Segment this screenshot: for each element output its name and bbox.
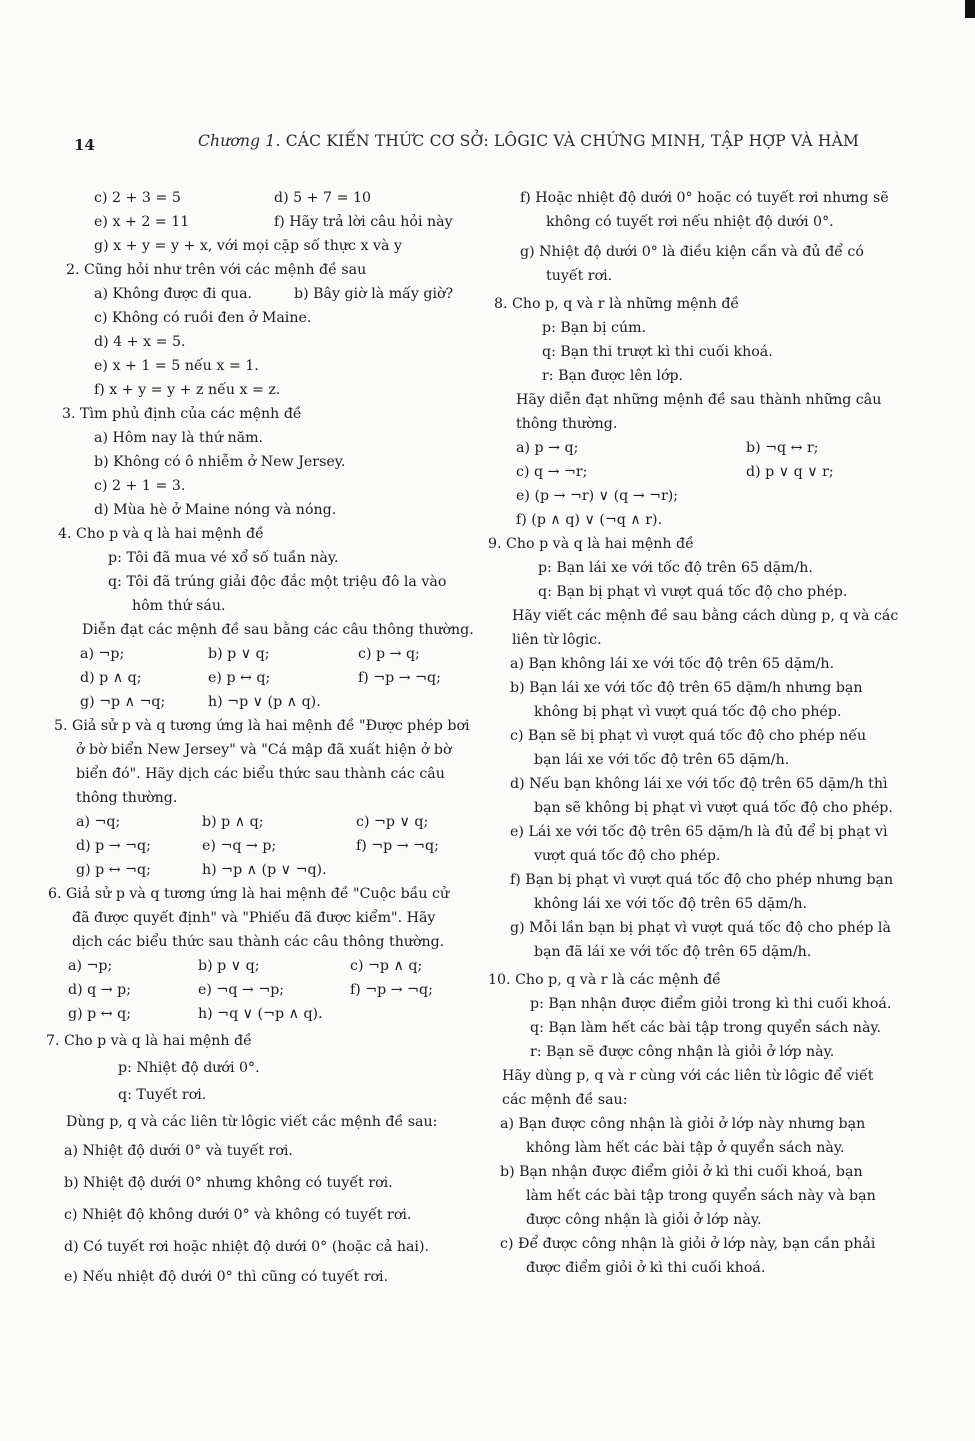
- ex6-row1: a) ¬p; b) p ∨ q; c) ¬p ∧ q;: [68, 958, 423, 974]
- ex5-line3: biển đó". Hãy dịch các biểu thức sau thành các câu: [76, 766, 445, 782]
- ex1-row1: c) 2 + 3 = 5 d) 5 + 7 = 10: [94, 190, 372, 206]
- ex7-a: a) Nhiệt độ dưới 0° và tuyết rơi.: [64, 1143, 293, 1159]
- ex8-f: f) (p ∧ q) ∨ (¬q ∧ r).: [516, 512, 663, 528]
- ex8-instruction-2: thông thường.: [516, 416, 618, 432]
- ex7-instruction: Dùng p, q và các liên từ lôgic viết các mệnh đề sau:: [66, 1114, 438, 1130]
- ex10-b-3: được công nhận là giỏi ở lớp này.: [526, 1212, 762, 1228]
- ex3-b: b) Không có ô nhiễm ở New Jersey.: [94, 454, 346, 470]
- ex8-q: q: Bạn thi trượt kì thi cuối khoá.: [542, 344, 773, 360]
- ex9-f-2: không lái xe với tốc độ trên 65 dặm/h.: [534, 896, 808, 912]
- ex4-row3: g) ¬p ∧ ¬q; h) ¬p ∨ (p ∧ q).: [80, 694, 321, 710]
- ex9-e-2: vượt quá tốc độ cho phép.: [534, 848, 721, 864]
- ex9-c-2: bạn lái xe với tốc độ trên 65 dặm/h.: [534, 752, 790, 768]
- ex9-d-1: d) Nếu bạn không lái xe với tốc độ trên 65 dặm/h thì: [510, 776, 888, 792]
- ex4-q2: hôm thứ sáu.: [132, 598, 226, 614]
- ex2-title: 2. Cũng hỏi như trên với các mệnh đề sau: [66, 262, 367, 278]
- ex7-g-line2: tuyết rơi.: [546, 268, 613, 284]
- ex10-p: p: Bạn nhận được điểm giỏi trong kì thi cuối khoá.: [530, 996, 892, 1012]
- ex9-b-1: b) Bạn lái xe với tốc độ trên 65 dặm/h nhưng bạn: [510, 680, 863, 696]
- ex10-b-1: b) Bạn nhận được điểm giỏi ở kì thi cuối khoá, bạn: [500, 1164, 863, 1180]
- ex10-c-2: được điểm giỏi ở kì thi cuối khoá.: [526, 1260, 766, 1276]
- ex2-row1: a) Không được đi qua. b) Bây giờ là mấy giờ?: [94, 286, 454, 302]
- ex9-g-2: bạn đã lái xe với tốc độ trên 65 dặm/h.: [534, 944, 812, 960]
- ex2-f: f) x + y = y + z nếu x = z.: [94, 382, 281, 398]
- ex2-e: e) x + 1 = 5 nếu x = 1.: [94, 358, 259, 374]
- ex9-title: 9. Cho p và q là hai mệnh đề: [488, 536, 694, 552]
- ex3-d: d) Mùa hè ở Maine nóng và nóng.: [94, 502, 337, 518]
- ex10-r: r: Bạn sẽ được công nhận là giỏi ở lớp này.: [530, 1044, 835, 1060]
- ex7-g-line1: g) Nhiệt độ dưới 0° là điều kiện cần và đủ để có: [520, 244, 864, 260]
- ex7-p: p: Nhiệt độ dưới 0°.: [118, 1060, 260, 1076]
- ex8-instruction-1: Hãy diễn đạt những mệnh đề sau thành những câu: [516, 392, 882, 408]
- ex8-row2: c) q → ¬r; d) p ∨ q ∨ r;: [516, 464, 834, 480]
- ex9-p: p: Bạn lái xe với tốc độ trên 65 dặm/h.: [538, 560, 813, 576]
- ex6-row2: d) q → p; e) ¬q → ¬p; f) ¬p → ¬q;: [68, 982, 433, 998]
- ex6-line1: 6. Giả sử p và q tương ứng là hai mệnh đề "Cuộc bầu cử: [48, 886, 450, 902]
- ex8-title: 8. Cho p, q và r là những mệnh đề: [494, 296, 740, 312]
- ex4-p: p: Tôi đã mua vé xổ số tuần này.: [108, 550, 339, 566]
- chapter-header: [198, 132, 859, 150]
- ex9-instruction-2: liên từ lôgic.: [512, 632, 602, 648]
- ex10-title: 10. Cho p, q và r là các mệnh đề: [488, 972, 721, 988]
- ex8-e: e) (p → ¬r) ∨ (q → ¬r);: [516, 488, 679, 504]
- ex4-instruction: Diễn đạt các mệnh đề sau bằng các câu thông thường.: [82, 622, 474, 638]
- ex5-line1: 5. Giả sử p và q tương ứng là hai mệnh đề "Được phép bơi: [54, 718, 470, 734]
- ex3-a: a) Hôm nay là thứ năm.: [94, 430, 264, 446]
- ex6-row3: g) p ↔ q; h) ¬q ∨ (¬p ∧ q).: [68, 1006, 323, 1022]
- ex7-d: d) Có tuyết rơi hoặc nhiệt độ dưới 0° (hoặc cả hai).: [64, 1239, 430, 1255]
- ex4-row1: a) ¬p; b) p ∨ q; c) p → q;: [80, 646, 420, 662]
- ex4-q1: q: Tôi đã trúng giải độc đắc một triệu đô la vào: [108, 574, 447, 590]
- ex9-instruction-1: Hãy viết các mệnh đề sau bằng cách dùng p, q và các: [512, 608, 899, 624]
- ex2-c: c) Không có ruồi đen ở Maine.: [94, 310, 312, 326]
- ex6-line3: dịch các biểu thức sau thành các câu thông thường.: [72, 934, 445, 950]
- ex6-line2: đã được quyết định" và "Phiếu đã được kiểm". Hãy: [72, 910, 436, 926]
- ex10-instruction-2: các mệnh đề sau:: [502, 1092, 628, 1108]
- ex7-title: 7. Cho p và q là hai mệnh đề: [46, 1033, 252, 1049]
- ex7-e: e) Nếu nhiệt độ dưới 0° thì cũng có tuyết rơi.: [64, 1269, 389, 1285]
- ex5-line2: ở bờ biển New Jersey" và "Cá mập đã xuất hiện ở bờ: [76, 742, 452, 758]
- ex1-g: g) x + y = y + x, với mọi cặp số thực x và y: [94, 238, 402, 254]
- ex5-row3: g) p ↔ ¬q; h) ¬p ∧ (p ∨ ¬q).: [76, 862, 327, 878]
- ex5-row1: a) ¬q; b) p ∧ q; c) ¬p ∨ q;: [76, 814, 429, 830]
- ex10-b-2: làm hết các bài tập trong quyển sách này và bạn: [526, 1188, 876, 1204]
- ex9-c-1: c) Bạn sẽ bị phạt vì vượt quá tốc độ cho phép nếu: [510, 728, 867, 744]
- ex1-row2: e) x + 2 = 11 f) Hãy trả lời câu hỏi này: [94, 214, 453, 230]
- ex8-r: r: Bạn được lên lớp.: [542, 368, 684, 384]
- right-column: [488, 186, 920, 1280]
- ex7-f-line1: f) Hoặc nhiệt độ dưới 0° hoặc có tuyết rơi nhưng sẽ: [520, 190, 889, 206]
- ex9-g-1: g) Mỗi lần bạn bị phạt vì vượt quá tốc độ cho phép là: [510, 920, 891, 936]
- left-column: [46, 186, 476, 1289]
- ex9-q: q: Bạn bị phạt vì vượt quá tốc độ cho phép.: [538, 584, 848, 600]
- ex9-d-2: bạn sẽ không bị phạt vì vượt quá tốc độ cho phép.: [534, 800, 893, 816]
- ex5-line4: thông thường.: [76, 790, 178, 806]
- ex7-f-line2: không có tuyết rơi nếu nhiệt độ dưới 0°.: [546, 214, 834, 230]
- ex10-instruction-1: Hãy dùng p, q và r cùng với các liên từ lôgic để viết: [502, 1068, 874, 1084]
- chapter-title: CÁC KIẾN THỨC CƠ SỞ: LÔGIC VÀ CHỨNG MINH, TẬP HỢP VÀ HÀM: [285, 132, 860, 150]
- ex4-title: 4. Cho p và q là hai mệnh đề: [58, 526, 264, 542]
- ex9-e-1: e) Lái xe với tốc độ trên 65 dặm/h là đủ để bị phạt vì: [510, 824, 888, 840]
- ex3-c: c) 2 + 1 = 3.: [94, 478, 186, 494]
- ex8-p: p: Bạn bị cúm.: [542, 320, 647, 336]
- ex7-b: b) Nhiệt độ dưới 0° nhưng không có tuyết rơi.: [64, 1175, 393, 1191]
- ex7-q: q: Tuyết rơi.: [118, 1087, 207, 1103]
- ex10-a-1: a) Bạn được công nhận là giỏi ở lớp này nhưng bạn: [500, 1116, 866, 1132]
- ex2-d: d) 4 + x = 5.: [94, 334, 186, 350]
- ex10-q: q: Bạn làm hết các bài tập trong quyển sách này.: [530, 1020, 882, 1036]
- ex4-row2: d) p ∧ q; e) p ↔ q; f) ¬p → ¬q;: [80, 670, 441, 686]
- ex10-a-2: không làm hết các bài tập ở quyển sách này.: [526, 1140, 845, 1156]
- chapter-label: Chương 1.: [198, 132, 281, 150]
- ex3-title: 3. Tìm phủ định của các mệnh đề: [62, 406, 302, 422]
- page-corner-mark: [965, 0, 975, 18]
- ex9-a: a) Bạn không lái xe với tốc độ trên 65 dặm/h.: [510, 656, 835, 672]
- ex5-row2: d) p → ¬q; e) ¬q → p; f) ¬p → ¬q;: [76, 838, 439, 854]
- page-number: 14: [74, 136, 95, 154]
- ex7-c: c) Nhiệt độ không dưới 0° và không có tuyết rơi.: [64, 1207, 412, 1223]
- ex10-c-1: c) Để được công nhận là giỏi ở lớp này, bạn cần phải: [500, 1236, 876, 1252]
- ex9-b-2: không bị phạt vì vượt quá tốc độ cho phép.: [534, 704, 842, 720]
- ex9-f-1: f) Bạn bị phạt vì vượt quá tốc độ cho phép nhưng bạn: [510, 872, 894, 888]
- ex8-row1: a) p → q; b) ¬q ↔ r;: [516, 440, 819, 456]
